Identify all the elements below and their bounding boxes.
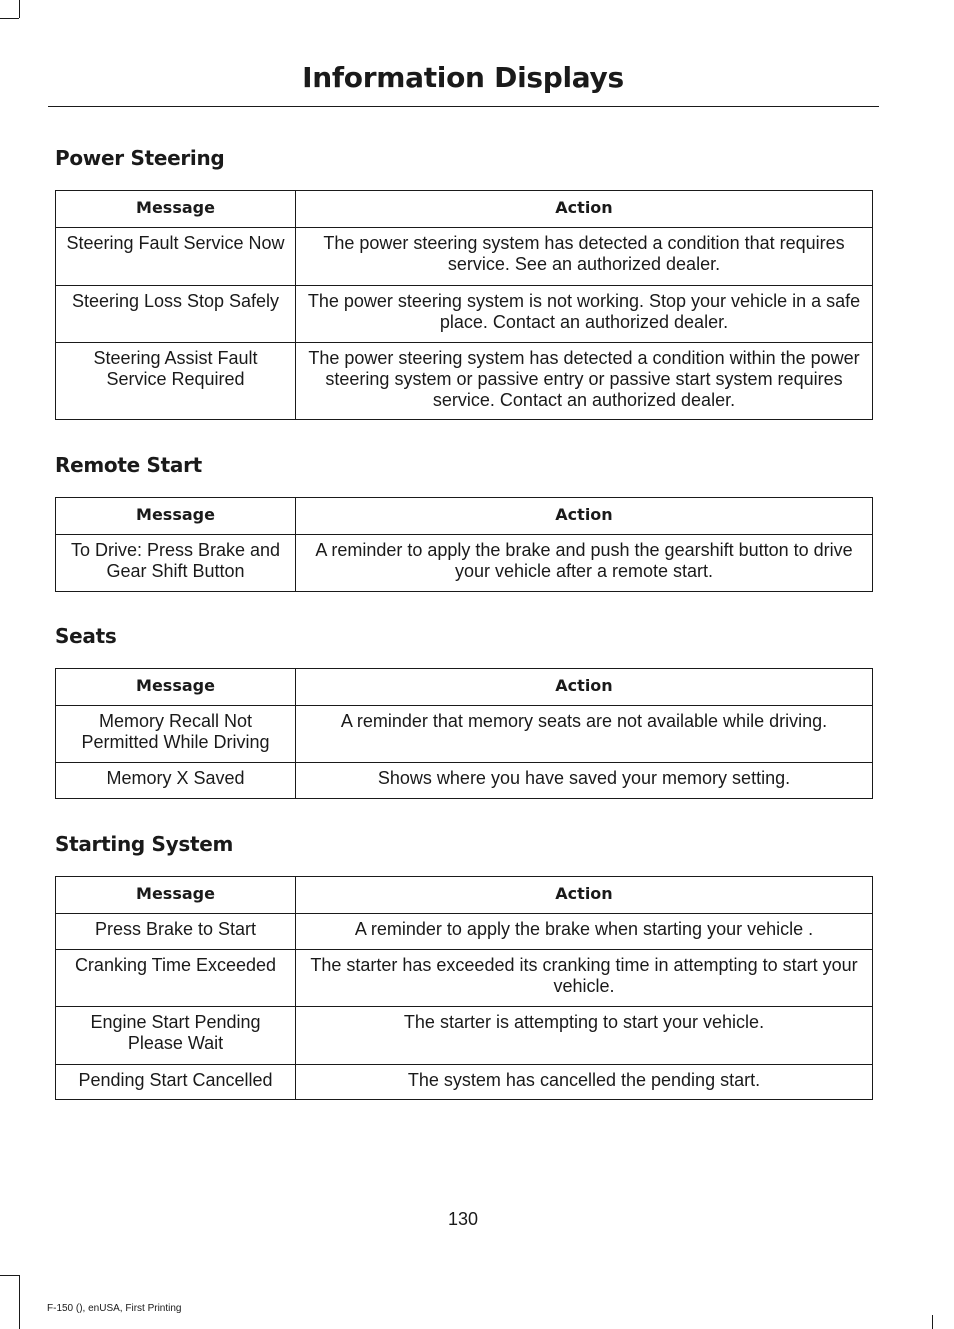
- message-cell: Press Brake to Start: [56, 914, 296, 950]
- column-header-action: Action: [296, 191, 873, 228]
- action-cell: A reminder to apply the brake when starting your vehicle .: [296, 914, 873, 950]
- table-row: [56, 343, 873, 420]
- table-row: [56, 1065, 873, 1100]
- column-header-message: Message: [56, 877, 296, 914]
- action-cell: A reminder that memory seats are not available while driving.: [296, 706, 873, 763]
- column-header-action: Action: [296, 669, 873, 706]
- table-row: [56, 228, 873, 286]
- section-heading: Power Steering: [55, 146, 225, 170]
- message-cell: Memory X Saved: [56, 763, 296, 799]
- column-header-message: Message: [56, 191, 296, 228]
- table-row: [56, 286, 873, 343]
- crop-mark-bottom-left-v: [19, 1275, 20, 1329]
- action-cell: The power steering system has detected a condition that requires service. See an authorized dealer.: [296, 228, 873, 286]
- crop-mark-bottom-right-v: [932, 1315, 933, 1329]
- action-cell: The power steering system is not working. Stop your vehicle in a safe place. Contact an authorized dealer.: [296, 286, 873, 343]
- action-cell: The starter is attempting to start your vehicle.: [296, 1007, 873, 1065]
- message-table: [55, 497, 873, 592]
- message-table: [55, 876, 873, 1100]
- message-cell: To Drive: Press Brake and Gear Shift Button: [56, 535, 296, 592]
- crop-mark-top-left-h: [0, 18, 19, 19]
- message-table: [55, 190, 873, 420]
- message-cell: Steering Assist Fault Service Required: [56, 343, 296, 420]
- message-cell: Steering Loss Stop Safely: [56, 286, 296, 343]
- section-seats: [55, 621, 872, 788]
- table-row: [56, 535, 873, 592]
- message-cell: Pending Start Cancelled: [56, 1065, 296, 1100]
- column-header-message: Message: [56, 498, 296, 535]
- message-cell: Memory Recall Not Permitted While Driving: [56, 706, 296, 763]
- section-starting-system: [55, 829, 872, 1090]
- column-header-message: Message: [56, 669, 296, 706]
- table-header-row: [56, 191, 873, 228]
- message-table: [55, 668, 873, 799]
- table-row: [56, 763, 873, 799]
- page-number: 130: [447, 1209, 479, 1229]
- title-divider: [48, 106, 879, 107]
- column-header-action: Action: [296, 498, 873, 535]
- message-cell: Steering Fault Service Now: [56, 228, 296, 286]
- action-cell: The power steering system has detected a condition within the power steering system or passive entry or passive start system requires service. Contact an authorized dealer.: [296, 343, 873, 420]
- table-header-row: [56, 669, 873, 706]
- column-header-action: Action: [296, 877, 873, 914]
- action-cell: The starter has exceeded its cranking time in attempting to start your vehicle.: [296, 950, 873, 1007]
- page-title: Information Displays: [302, 61, 624, 94]
- table-row: [56, 914, 873, 950]
- section-power-steering: [55, 143, 872, 410]
- message-cell: Engine Start Pending Please Wait: [56, 1007, 296, 1065]
- crop-mark-top-left-v: [19, 0, 20, 18]
- table-header-row: [56, 877, 873, 914]
- footer-edition: F-150 (), enUSA, First Printing: [47, 1303, 182, 1314]
- crop-mark-bottom-left-h: [0, 1275, 19, 1276]
- section-heading: Starting System: [55, 832, 234, 856]
- table-row: [56, 950, 873, 1007]
- action-cell: Shows where you have saved your memory setting.: [296, 763, 873, 799]
- table-row: [56, 706, 873, 763]
- table-row: [56, 1007, 873, 1065]
- section-heading: Remote Start: [55, 453, 202, 477]
- table-header-row: [56, 498, 873, 535]
- action-cell: A reminder to apply the brake and push the gearshift button to drive your vehicle after a remote start.: [296, 535, 873, 592]
- section-heading: Seats: [55, 624, 117, 648]
- action-cell: The system has cancelled the pending start.: [296, 1065, 873, 1100]
- message-cell: Cranking Time Exceeded: [56, 950, 296, 1007]
- section-remote-start: [55, 450, 872, 581]
